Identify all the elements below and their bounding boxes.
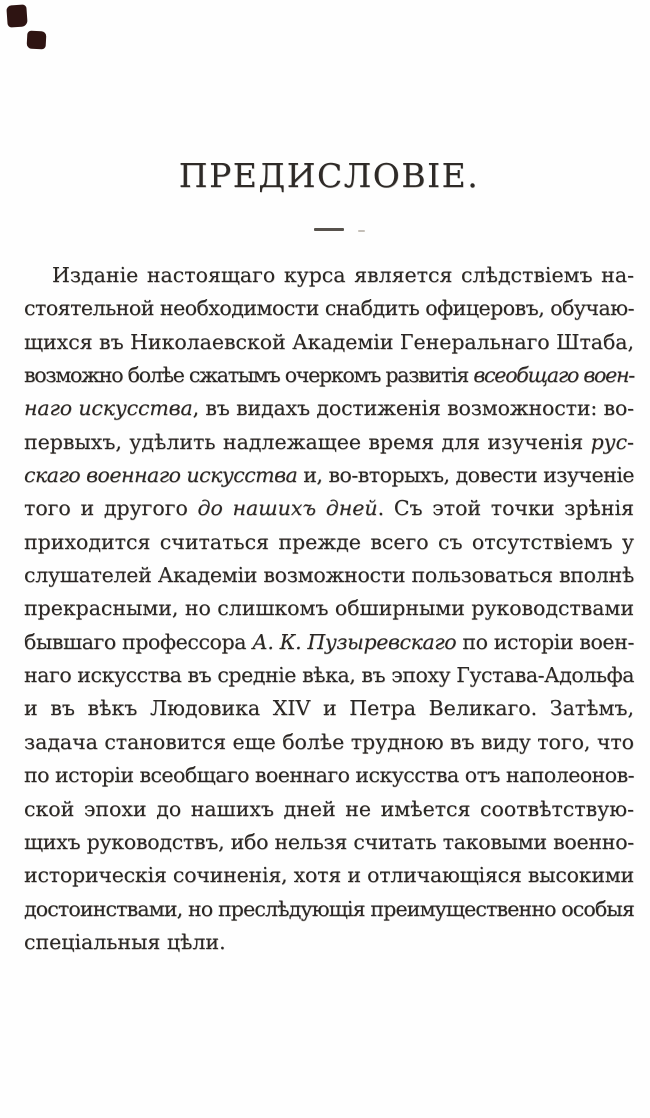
preface-paragraph: [24, 259, 634, 959]
text-segment-italic: А. К. Пузыревскаго: [252, 629, 457, 654]
text-line: [24, 426, 634, 459]
text-line-content: [52, 263, 634, 287]
text-line-content: [24, 530, 634, 554]
text-segment: первыхъ, удѣлить надлежащее время для изученія: [24, 429, 591, 454]
text-line: [24, 592, 634, 625]
text-line: [24, 359, 634, 392]
text-line-content: [24, 463, 634, 487]
text-line: [24, 893, 634, 926]
text-segment: задача становится еще болѣе трудною въ виду того, что: [24, 729, 634, 754]
text-segment: ской эпохи до нашихъ дней не имѣется соотвѣтствую-: [24, 796, 634, 821]
text-line: [24, 292, 634, 325]
text-segment: по исторіи всеобщаго военнаго искусства отъ наполеонов-: [24, 763, 634, 788]
text-line: [24, 793, 634, 826]
text-segment: историческія сочиненія, хотя и отличающіяся высокими: [24, 863, 634, 888]
text-segment: того и другого: [24, 496, 198, 521]
title-divider: [24, 228, 634, 234]
text-line: [24, 926, 634, 959]
text-segment-italic: наго искусства: [24, 396, 193, 421]
text-line-content: [24, 430, 634, 454]
text-segment: по исторіи воен-: [456, 629, 634, 654]
text-line-content: [24, 863, 634, 887]
text-segment: возможно болѣе сжатымъ очеркомъ развитія: [24, 363, 474, 388]
text-segment: щихъ руководствъ, ибо нельзя считать таковыми военно-: [24, 829, 634, 854]
text-line-content: [24, 930, 226, 954]
text-line-content: [24, 663, 634, 687]
text-segment: стоятельной необходимости снабдить офицеровъ, обучаю-: [24, 296, 634, 321]
text-line-content: [24, 563, 634, 587]
text-line-content: [24, 596, 634, 620]
text-line: [24, 459, 634, 492]
text-segment: Изданіе настоящаго курса является слѣдствіемъ на-: [52, 263, 634, 287]
text-line: [24, 726, 634, 759]
text-line-content: [24, 496, 634, 520]
text-line: [24, 759, 634, 792]
text-line: [24, 692, 634, 725]
text-line-content: [24, 763, 634, 787]
text-segment: . Съ этой точки зрѣнія: [377, 496, 634, 521]
text-segment: и, во-вторыхъ, довести изученіе: [297, 463, 635, 488]
text-line: [24, 259, 634, 292]
text-line-content: [24, 630, 634, 654]
text-line: [24, 526, 634, 559]
text-segment: и въ вѣкъ Людовика XIV и Петра Великаго. Затѣмъ,: [24, 696, 634, 721]
text-segment-italic: всеобщаго воен-: [473, 363, 635, 388]
text-segment: щихся въ Николаевской Академіи Генеральнаго Штаба,: [24, 329, 634, 354]
text-line-content: [24, 396, 634, 420]
text-line: [24, 659, 634, 692]
scan-artifact-mark: [6, 4, 27, 27]
text-line: [24, 559, 634, 592]
text-segment: бывшаго профессора: [24, 629, 253, 654]
text-segment: спеціальныя цѣли.: [24, 929, 226, 954]
text-line-content: [24, 363, 634, 387]
title-divider-rule: [314, 228, 344, 231]
text-line: [24, 492, 634, 525]
divider-smudge: [358, 230, 365, 232]
text-line-content: [24, 696, 634, 720]
text-segment: слушателей Академіи возможности пользоваться вполнѣ: [24, 563, 634, 588]
text-line: [24, 392, 634, 425]
text-line: [24, 826, 634, 859]
text-segment-italic: скаго военнаго искусства: [24, 463, 298, 488]
text-line-content: [24, 830, 634, 854]
text-segment: , въ видахъ достиженія возможности: во-: [192, 396, 634, 421]
text-segment: наго искусства въ средніе вѣка, въ эпоху Густава-Адольфа: [24, 663, 634, 688]
text-segment-italic: рус-: [590, 429, 634, 454]
text-segment: достоинствами, но преслѣдующія преимущественно особыя: [24, 896, 634, 921]
page-title: ПРЕДИСЛОВІЕ.: [178, 156, 480, 195]
text-line-content: [24, 296, 634, 320]
text-line-content: [24, 730, 634, 754]
scan-artifact-mark: [27, 31, 47, 50]
text-line-content: [24, 330, 634, 354]
text-segment-italic: до нашихъ дней: [197, 496, 378, 521]
text-segment: приходится считаться прежде всего съ отсутствіемъ у: [24, 529, 634, 554]
text-line: [24, 326, 634, 359]
text-line-content: [24, 797, 634, 821]
text-line: [24, 626, 634, 659]
text-line: [24, 859, 634, 892]
text-segment: прекрасными, но слишкомъ обширными руководствами: [24, 596, 634, 621]
text-line-content: [24, 897, 634, 921]
